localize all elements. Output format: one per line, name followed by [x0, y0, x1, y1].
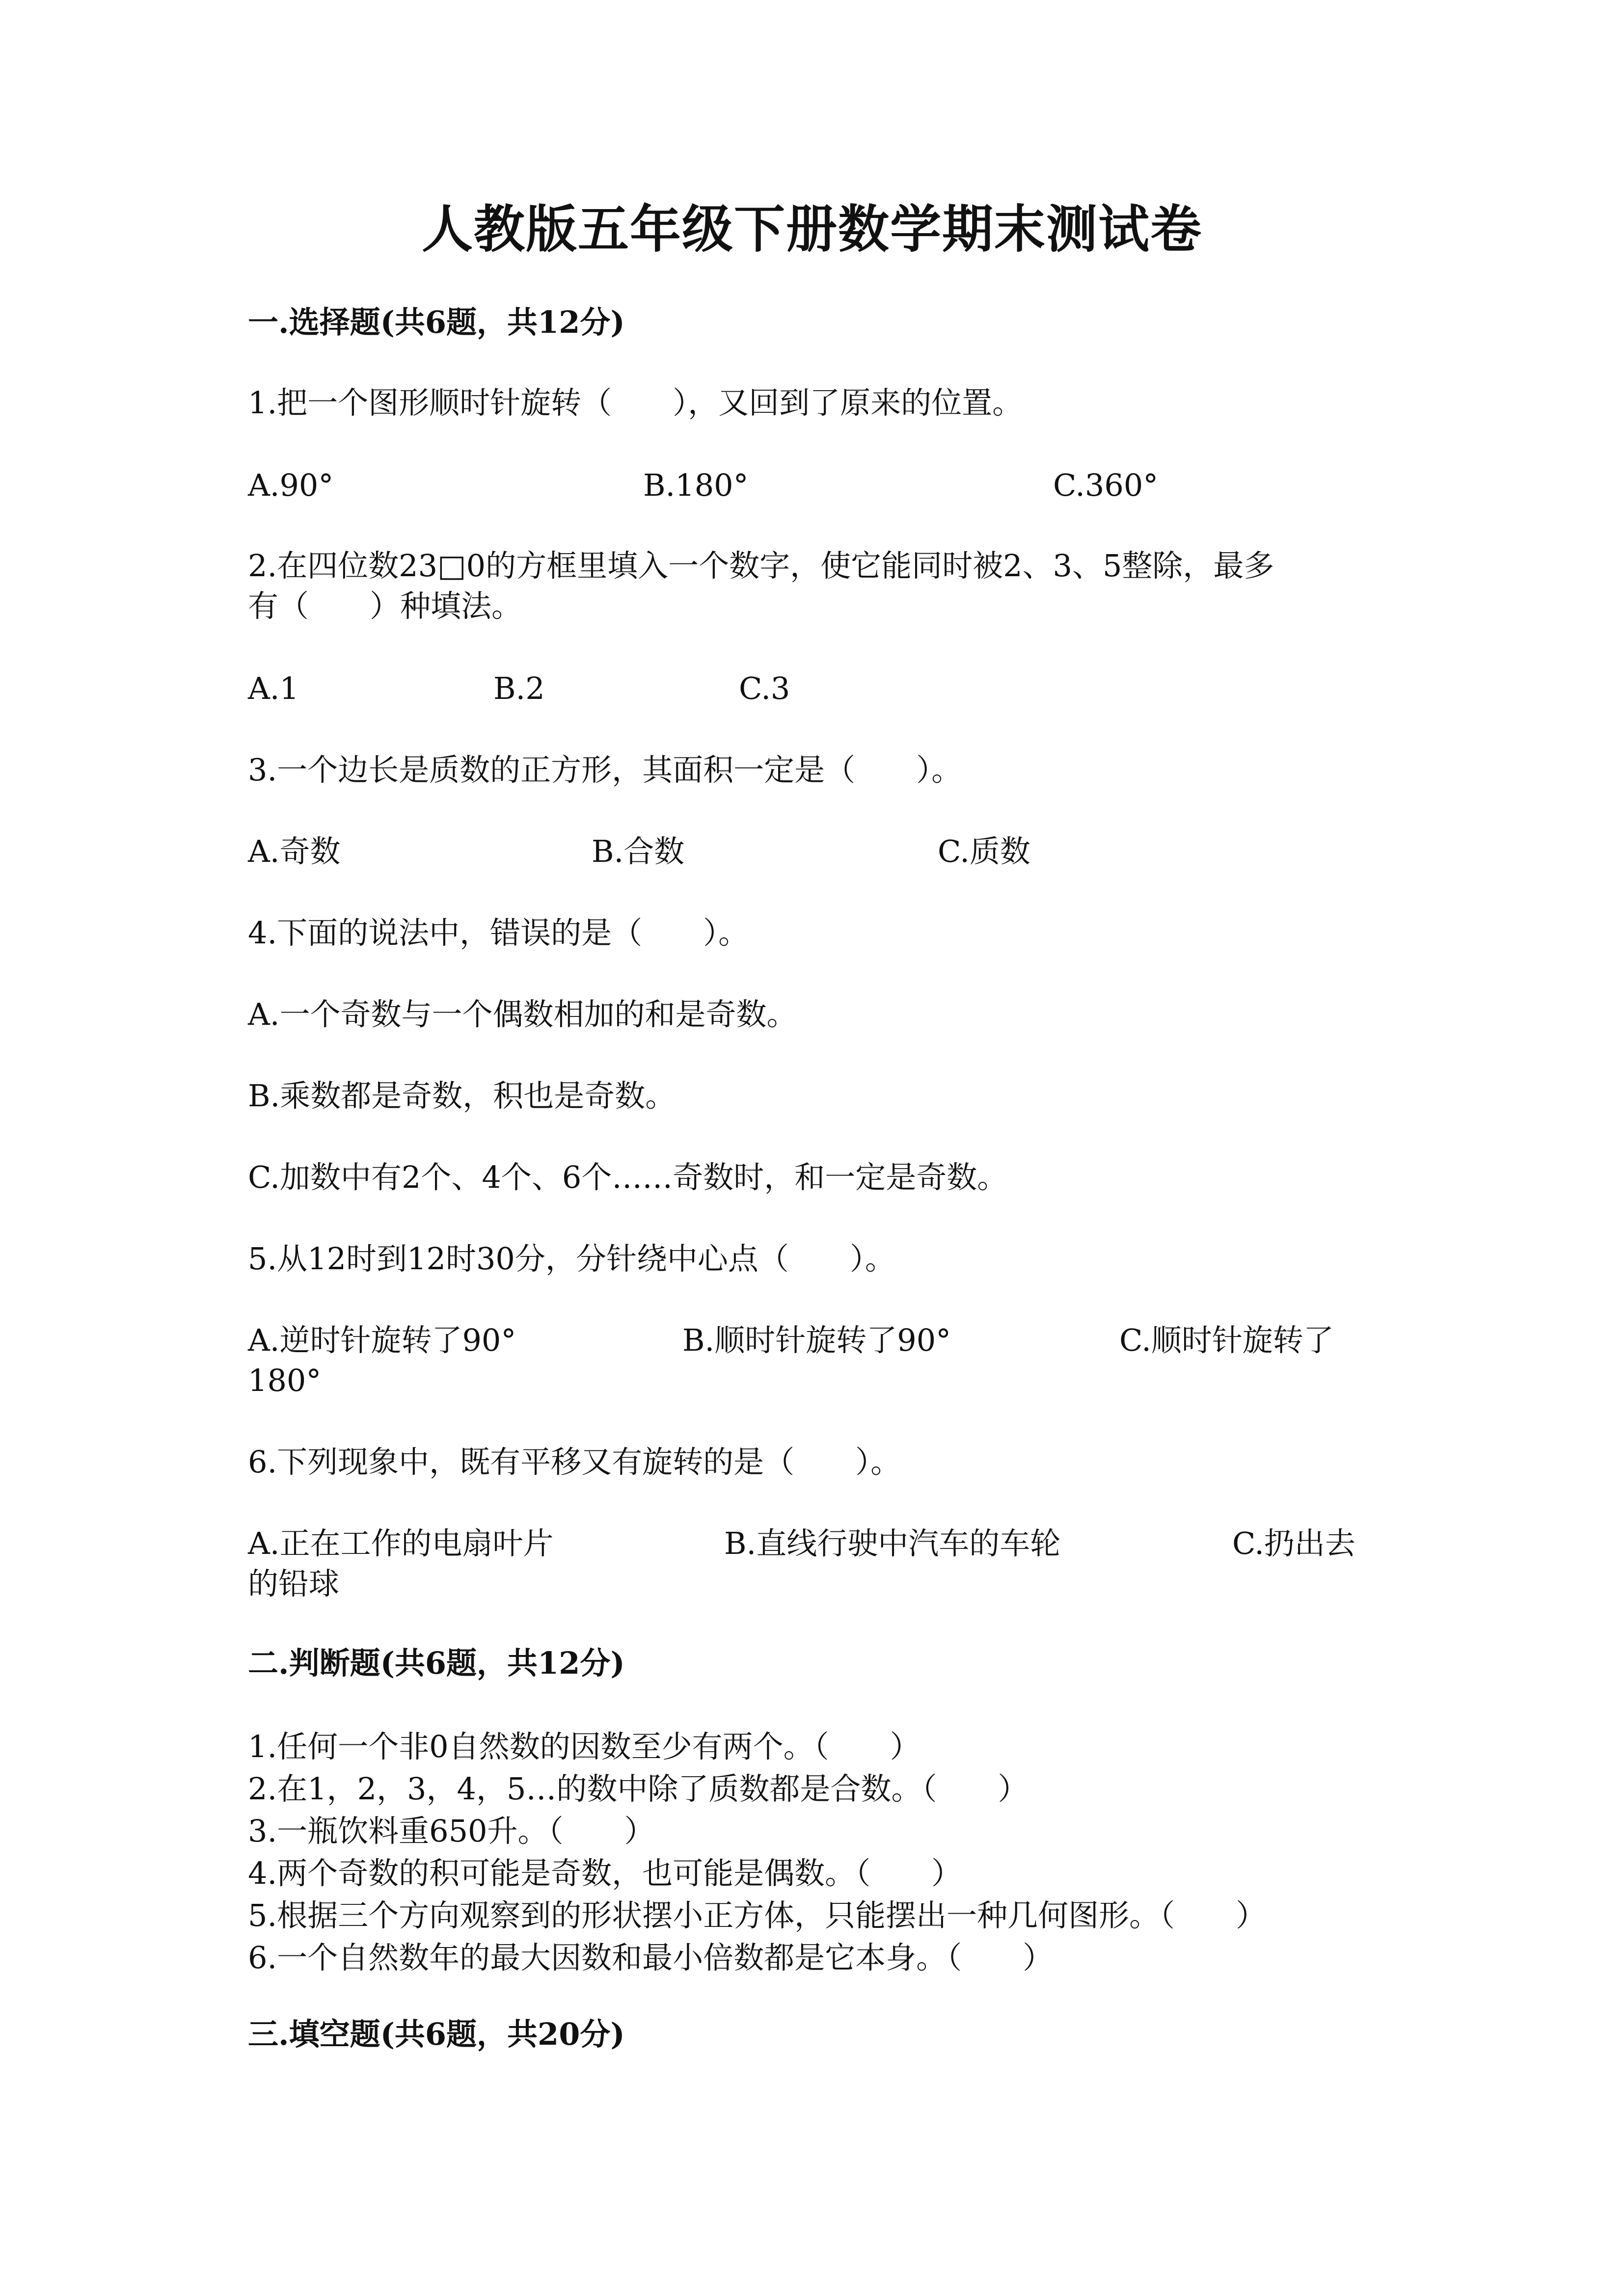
option-a: A.90° [248, 467, 334, 503]
question-1-options [248, 465, 1377, 509]
option-b: B.合数 [592, 833, 685, 869]
option-a: A.逆时针旋转了90° [248, 1322, 516, 1358]
option-c: C.质数 [938, 833, 1030, 869]
judge-item-4: 4.两个奇数的积可能是奇数，也可能是偶数。（ ） [248, 1855, 962, 1891]
section-heading-judge: 二.判断题(共6题，共12分) [248, 1645, 625, 1681]
option-a: A.1 [248, 670, 299, 706]
question-2-stem-line1: 2.在四位数23□0的方框里填入一个数字，使它能同时被2、3、5整除，最多 [248, 548, 1274, 584]
question-2-options [248, 668, 1377, 713]
section-heading-choice: 一.选择题(共6题，共12分) [248, 304, 625, 340]
option-a: A.正在工作的电扇叶片 [248, 1525, 554, 1561]
page-title: 人教版五年级下册数学期末测试卷 [421, 199, 1202, 259]
option-c-continued: 的铅球 [248, 1566, 340, 1602]
option-c: C.顺时针旋转了 [1119, 1322, 1334, 1358]
option-a: A.奇数 [248, 833, 341, 869]
question-4-option-b: B.乘数都是奇数，积也是奇数。 [248, 1078, 676, 1114]
option-b: B.180° [643, 467, 749, 503]
question-6-stem: 6.下列现象中，既有平移又有旋转的是（ ）。 [248, 1444, 901, 1480]
option-b: B.顺时针旋转了90° [682, 1322, 951, 1358]
question-6-options [248, 1523, 1377, 1607]
option-c: C.扔出去 [1232, 1525, 1355, 1561]
judge-item-6: 6.一个自然数年的最大因数和最小倍数都是它本身。（ ） [248, 1940, 1054, 1976]
option-b: B.直线行驶中汽车的车轮 [724, 1525, 1061, 1561]
option-c: C.3 [739, 670, 790, 706]
judge-item-2: 2.在1，2，3，4，5…的数中除了质数都是合数。（ ） [248, 1771, 1029, 1807]
judge-item-1: 1.任何一个非0自然数的因数至少有两个。（ ） [248, 1729, 920, 1764]
question-1-stem: 1.把一个图形顺时针旋转（ ），又回到了原来的位置。 [248, 385, 1023, 421]
judge-item-5: 5.根据三个方向观察到的形状摆小正方体，只能摆出一种几何图形。（ ） [248, 1897, 1267, 1933]
question-4-option-c: C.加数中有2个、4个、6个……奇数时，和一定是奇数。 [248, 1159, 1008, 1195]
option-c-continued: 180° [248, 1362, 322, 1398]
question-3-options [248, 831, 1377, 876]
question-4-stem: 4.下面的说法中，错误的是（ ）。 [248, 915, 749, 951]
question-4-option-a: A.一个奇数与一个偶数相加的和是奇数。 [248, 996, 797, 1032]
judge-item-3: 3.一瓶饮料重650升。（ ） [248, 1813, 655, 1849]
option-b: B.2 [493, 670, 545, 706]
section-heading-fill: 三.填空题(共6题，共20分) [248, 2016, 625, 2052]
question-2-stem-line2: 有（ ）种填法。 [248, 588, 522, 624]
question-5-stem: 5.从12时到12时30分，分针绕中心点（ ）。 [248, 1241, 895, 1277]
question-3-stem: 3.一个边长是质数的正方形，其面积一定是（ ）。 [248, 752, 962, 788]
question-5-options [248, 1320, 1377, 1404]
option-c: C.360° [1053, 467, 1159, 503]
